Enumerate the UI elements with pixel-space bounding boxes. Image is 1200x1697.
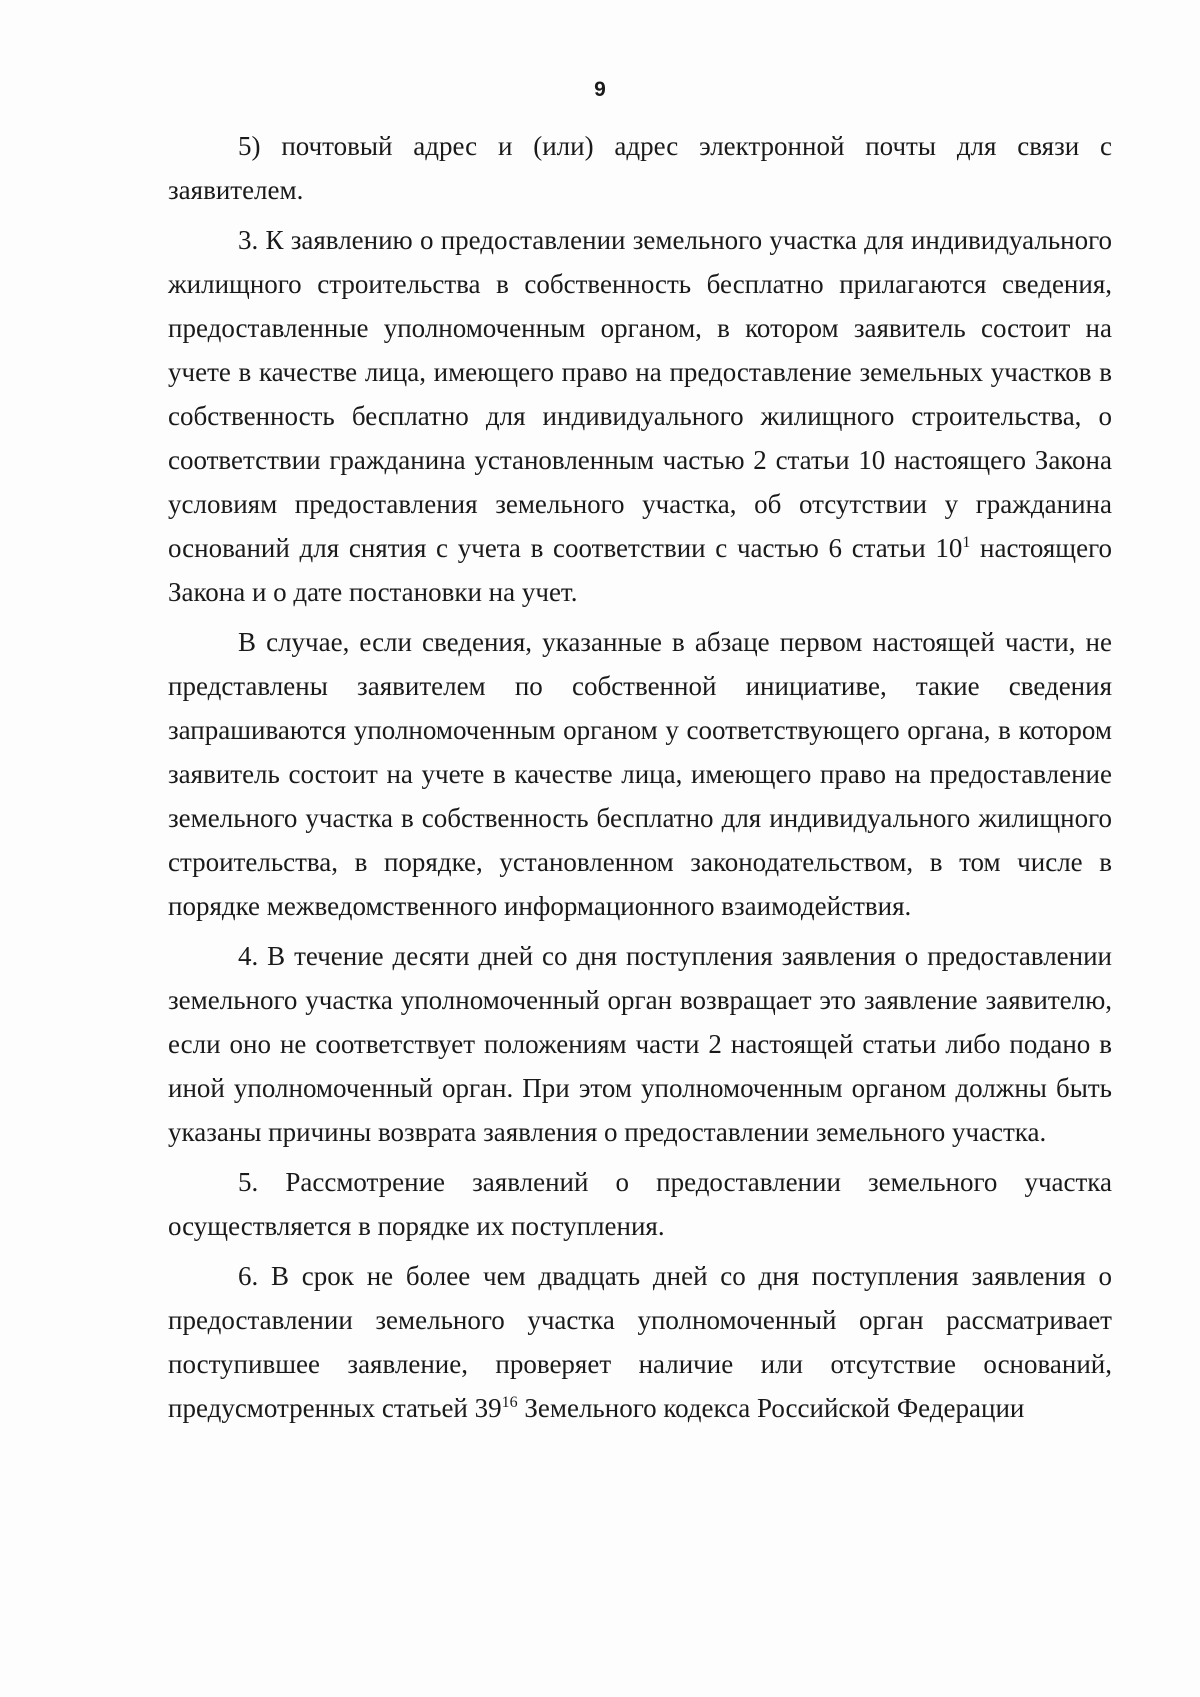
superscript: 1 xyxy=(962,534,971,551)
paragraph-part-6 xyxy=(168,1254,1112,1430)
paragraph-part-3-request xyxy=(168,620,1112,928)
paragraph-text: настоящего Закона и о дате постановки на учет. xyxy=(168,533,1112,607)
paragraph-part-4 xyxy=(168,934,1112,1154)
paragraph-item-5 xyxy=(168,124,1112,212)
paragraph-part-5 xyxy=(168,1160,1112,1248)
paragraph-text: 4. В течение десяти дней со дня поступления заявления о предоставлении земельного участка уполномоченный орган возвращает это заявление заявителю, если оно не соответствует положениям части 2 настоящей статьи либо подано в иной уполномоченный орган. При этом уполномоченным органом должны быть указаны причины возврата заявления о предоставлении земельного участка. xyxy=(168,941,1112,1147)
paragraph-text: В случае, если сведения, указанные в абзаце первом настоящей части, не представлены заявителем по собственной инициативе, такие сведения запрашиваются уполномоченным органом у соответствующего органа, в котором заявитель состоит на учете в качестве лица, имеющего право на предоставление земельного участка в собственность бесплатно для индивидуального жилищного строительства, в порядке, установленном законодательством, в том числе в порядке межведомственного информационного взаимодействия. xyxy=(168,627,1112,921)
paragraph-text: 3. К заявлению о предоставлении земельного участка для индивидуального жилищного строительства в собственность бесплатно прилагаются сведения, предоставленные уполномоченным органом, в котором заявитель состоит на учете в качестве лица, имеющего право на предоставление земельных участков в собственность бесплатно для индивидуального жилищного строительства, о соответствии гражданина установленным частью 2 статьи 10 настоящего Закона условиям предоставления земельного участка, об отсутствии у гражданина оснований для снятия с учета в соответствии с частью 6 статьи 10 xyxy=(168,225,1112,563)
paragraph-text: 5) почтовый адрес и (или) адрес электронной почты для связи с заявителем. xyxy=(168,131,1112,205)
paragraph-text: 5. Рассмотрение заявлений о предоставлении земельного участка осуществляется в порядке их поступления. xyxy=(168,1167,1112,1241)
superscript: 16 xyxy=(501,1394,518,1411)
paragraph-text: Земельного кодекса Российской Федерации xyxy=(517,1393,1025,1423)
paragraph-part-3 xyxy=(168,218,1112,614)
paragraph-text: 6. В срок не более чем двадцать дней со дня поступления заявления о предоставлении земельного участка уполномоченный орган рассматривает поступившее заявление, проверяет наличие или отсутствие оснований, предусмотренных статьей 39 xyxy=(168,1261,1112,1423)
page-number: 9 xyxy=(594,78,606,101)
document-body xyxy=(168,124,1112,1436)
